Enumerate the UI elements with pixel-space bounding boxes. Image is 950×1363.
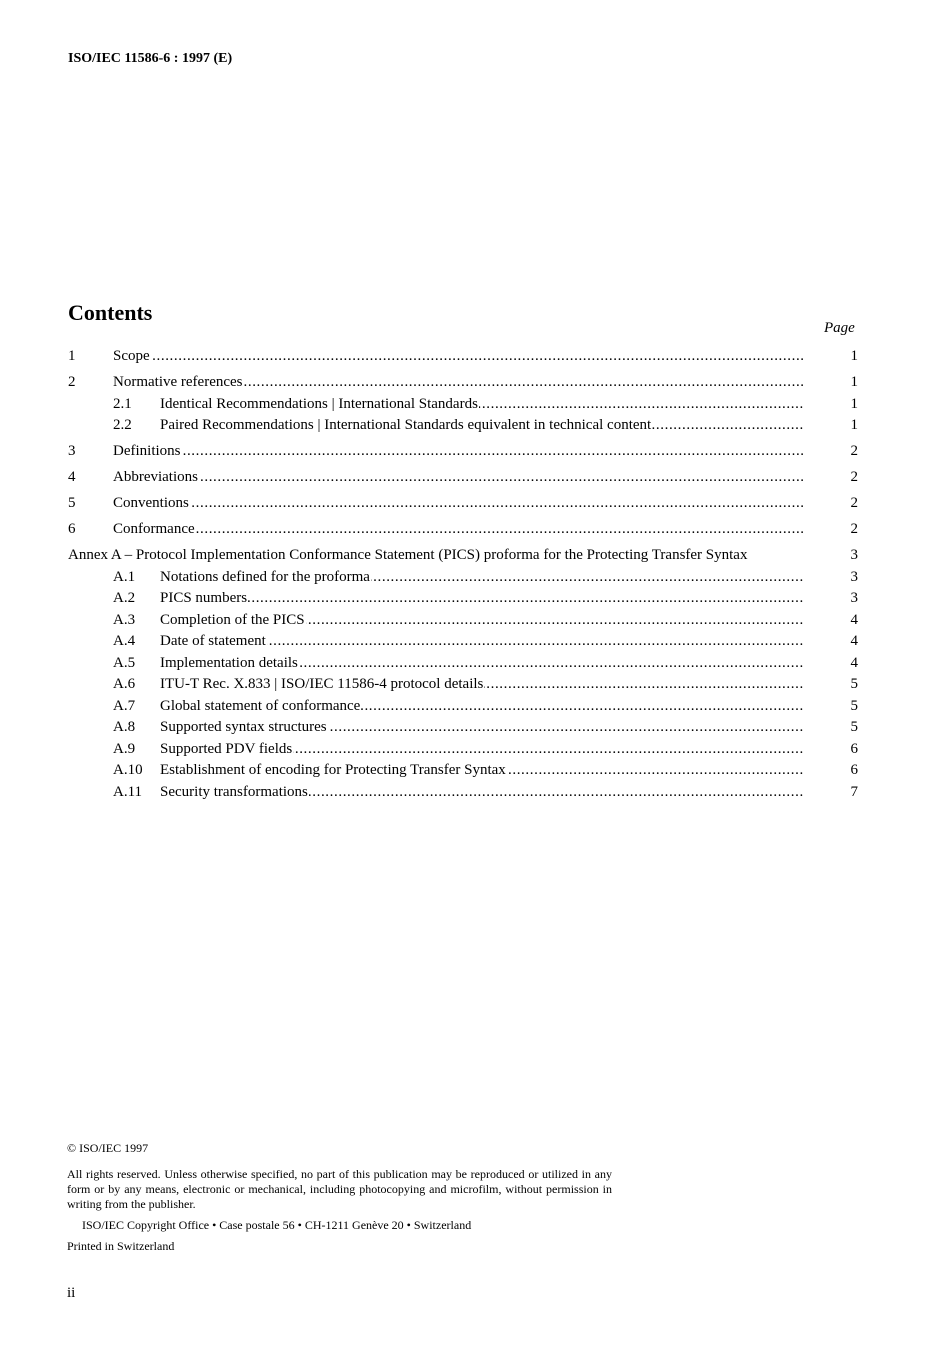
toc-entry-number: A.5 — [113, 654, 136, 671]
toc-entry[interactable] — [68, 567, 860, 589]
toc-entry-title: Abbreviations ..... — [113, 467, 803, 487]
printed-in-line: Printed in Switzerland — [67, 1239, 175, 1253]
toc-entry-title: Establishment of encoding for Protecting Transfer Syntax ..... — [160, 760, 803, 780]
toc-entry-title: Supported PDV fields ..... — [160, 739, 803, 759]
toc-entry-number: A.6 — [113, 676, 136, 692]
toc-entry-page: 6 — [850, 740, 858, 757]
toc-entry[interactable] — [68, 372, 860, 394]
toc-entry-page: 2 — [850, 443, 858, 459]
toc-entry-number: 2.2 — [113, 417, 132, 433]
toc-entry-page: 1 — [850, 374, 858, 390]
copyright-line: © ISO/IEC 1997 — [67, 1141, 149, 1155]
toc-entry[interactable] — [68, 441, 860, 463]
toc-entry-title: Implementation details ..... — [160, 653, 803, 673]
toc-entry-title: Conventions ..... — [113, 493, 803, 513]
toc-entry-page: 4 — [850, 611, 858, 628]
toc-entry[interactable] — [68, 760, 860, 782]
toc-entry-number: A.8 — [113, 719, 136, 735]
toc-entry-page: 3 — [850, 547, 858, 563]
toc-entry-number: A.1 — [113, 568, 136, 585]
toc-entry[interactable] — [68, 588, 860, 610]
toc-entry-title: Definitions ..... — [113, 441, 803, 461]
contents-title: Contents — [68, 300, 153, 325]
toc-entry[interactable] — [68, 519, 860, 541]
toc-entry[interactable] — [68, 717, 860, 739]
toc-entry[interactable] — [68, 415, 860, 437]
toc-entry[interactable] — [68, 653, 860, 675]
toc-entry-number: 4 — [68, 469, 76, 485]
toc-entry[interactable] — [68, 739, 860, 761]
toc-entry-number: 2 — [68, 374, 76, 390]
toc-entry-page: 6 — [850, 762, 858, 778]
page-column-label: Page — [824, 320, 855, 336]
toc-entry-title: PICS numbers ..... — [160, 588, 803, 608]
toc-entry[interactable] — [68, 631, 860, 653]
toc-entry-title: Identical Recommendations | International Standards ..... — [160, 394, 803, 414]
toc-entry-title: Normative references ..... — [113, 372, 803, 392]
toc-entry-page: 7 — [850, 783, 858, 800]
toc-entry-title: Security transformations ..... — [160, 782, 803, 802]
copyright-office-address: ISO/IEC Copyright Office • Case postale 56 • CH-1211 Genève 20 • Switzerland — [82, 1218, 472, 1232]
toc-entry-title: Notations defined for the proforma ..... — [160, 567, 803, 587]
toc-entry-page: 3 — [850, 590, 858, 606]
toc-entry-number: 5 — [68, 495, 76, 511]
toc-entry-title: Paired Recommendations | International Standards equivalent in technical content ..... — [160, 415, 803, 435]
toc-entry[interactable] — [68, 545, 860, 567]
document-header: ISO/IEC 11586-6 : 1997 (E) — [68, 51, 233, 66]
toc-entry-title: Annex A – Protocol Implementation Conformance Statement (PICS) proforma for the Protecting Transfer Syntax — [68, 547, 748, 563]
toc-entry-page: 2 — [850, 495, 858, 511]
toc-entry[interactable] — [68, 674, 860, 696]
table-of-contents — [68, 346, 860, 803]
toc-entry-title: ITU-T Rec. X.833 | ISO/IEC 11586-4 protocol details ..... — [160, 674, 803, 694]
toc-entry-page: 4 — [850, 633, 858, 649]
toc-entry[interactable] — [68, 394, 860, 416]
toc-entry-page: 1 — [850, 417, 858, 433]
toc-entry-page: 5 — [850, 719, 858, 735]
toc-entry[interactable] — [68, 346, 860, 368]
toc-entry-title: Scope ..... — [113, 346, 803, 366]
toc-entry[interactable] — [68, 493, 860, 515]
toc-entry[interactable] — [68, 610, 860, 632]
toc-entry-page: 4 — [850, 654, 858, 671]
toc-entry[interactable] — [68, 467, 860, 489]
page-number: ii — [67, 1285, 76, 1301]
toc-entry-number: 6 — [68, 521, 76, 537]
copyright-notice — [67, 1141, 612, 1254]
toc-entry-number: 2.1 — [113, 395, 132, 412]
toc-entry[interactable] — [68, 782, 860, 804]
toc-entry-title: Supported syntax structures ..... — [160, 717, 803, 737]
toc-entry-number: A.9 — [113, 740, 136, 757]
toc-entry-page: 5 — [850, 676, 858, 692]
toc-entry-title: Global statement of conformance ..... — [160, 696, 803, 716]
toc-entry-number: 1 — [68, 348, 76, 364]
toc-entry-page: 1 — [850, 395, 858, 412]
toc-entry-title: Completion of the PICS ..... — [160, 610, 803, 630]
toc-entry-title: Date of statement ..... — [160, 631, 803, 651]
toc-entry-number: A.7 — [113, 697, 136, 714]
toc-entry-page: 5 — [850, 697, 858, 714]
toc-entry-number: A.11 — [113, 783, 143, 800]
toc-entry-page: 2 — [850, 469, 858, 485]
toc-entry-number: 3 — [68, 443, 76, 459]
rights-statement: All rights reserved. Unless otherwise specified, no part of this publication may be reproduced or utilized in any form or by any means, electronic or mechanical, including photocopying and microfilm, without permission in writing from the publisher. — [67, 1167, 612, 1211]
toc-entry-number: A.3 — [113, 611, 136, 628]
toc-entry-title: Conformance ..... — [113, 519, 803, 539]
toc-entry-page: 1 — [850, 348, 858, 364]
toc-entry-number: A.4 — [113, 633, 136, 649]
toc-entry-page: 3 — [850, 568, 858, 585]
toc-entry-page: 2 — [850, 521, 858, 537]
toc-entry[interactable] — [68, 696, 860, 718]
toc-entry-number: A.10 — [113, 762, 143, 778]
toc-entry-number: A.2 — [113, 590, 136, 606]
